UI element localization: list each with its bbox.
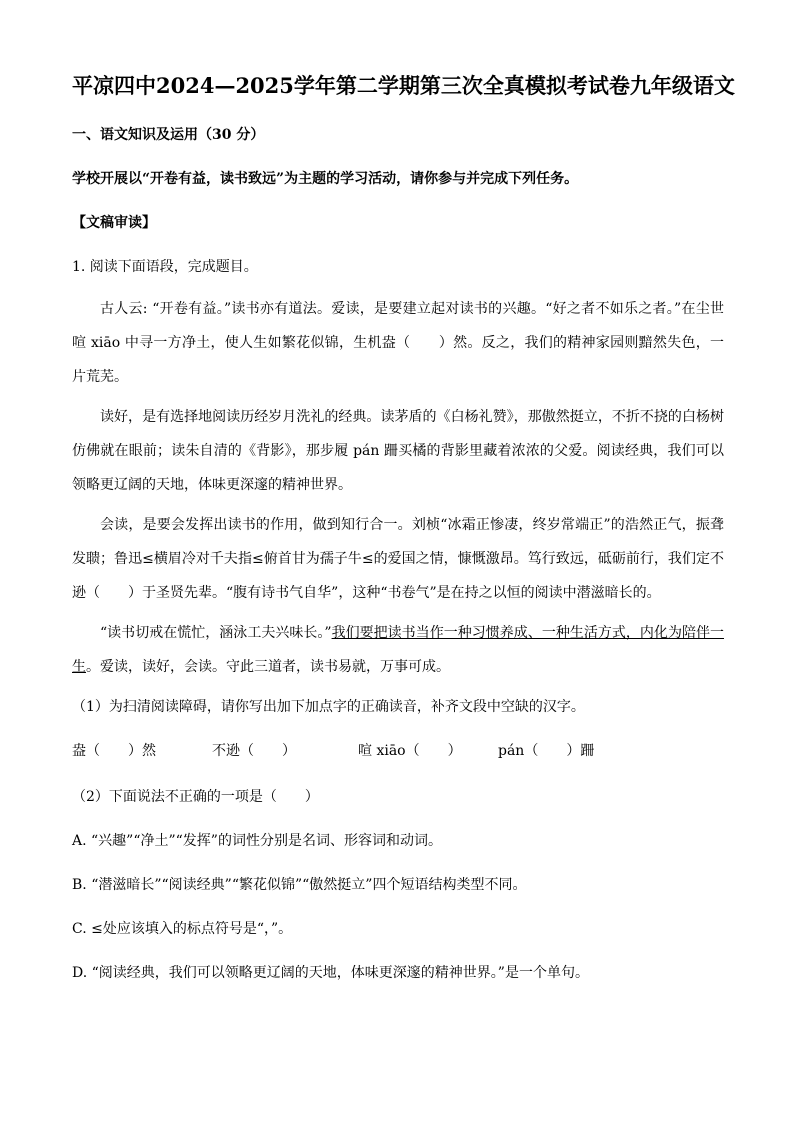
fill-blank-item: 盎（ ）然 [72,743,156,759]
subsection-heading: 【文稿审读】 [72,215,156,231]
exam-title: 平凉四中2024—2025学年第二学期第三次全真模拟考试卷九年级语文 [72,73,735,98]
question-1-stem: 1. 阅读下面语段，完成题目。 [72,259,258,275]
fill-blank-item: 喧 xiāo（ ） [358,743,462,759]
question-1-1: （1）为扫清阅读障碍，请你写出加下加点字的正确读音，补齐文段中空缺的汉字。 [72,699,585,715]
underlined-sentence: 我们要把读书当作一种习惯养成、一种生活方式，内化为陪伴一生 [72,625,724,675]
option-d: D. “阅读经典，我们可以领略更辽阔的天地，体味更深邃的精神世界。”是一个单句。 [72,965,589,981]
passage-paragraph-4 [72,616,724,684]
section-heading: 一、语文知识及运用（30 分） [72,127,265,143]
fill-blank-item: pán（ ）跚 [498,743,595,759]
passage-p4-end: 。爱读，读好，会读。守此三道者，读书易就，万事可成。 [86,659,450,675]
option-c: C. ≤处应该填入的标点符号是“，”。 [72,921,293,937]
passage-paragraph-1: 古人云: “开卷有益。”读书亦有道法。爱读，是要建立起对读书的兴趣。“好之者不如乐之者。”在尘世喧 xiāo 中寻一方净土，使人生如繁花似锦，生机盎（ ）然。反之，我们的精神家园则黯然失色，一片荒芜。 [72,301,724,385]
task-intro: 学校开展以“开卷有益，读书致远”为主题的学习活动，请你参与并完成下列任务。 [72,171,579,187]
passage-paragraph-2: 读好，是有选择地阅读历经岁月洗礼的经典。读茅盾的《白杨礼赞》，那傲然挺立，不折不挠的白杨树仿佛就在眼前；读朱自清的《背影》，那步履 pán 跚买橘的背影里藏着浓浓的父爱。阅读经典，我们可以领略更辽阔的天地，体味更深邃的精神世界。 [72,409,724,493]
fill-blank-item: 不逊（ ） [212,743,296,759]
option-b: B. “潜滋暗长”“阅读经典”“繁花似锦”“傲然挺立”四个短语结构类型不同。 [72,877,527,893]
question-1-2: （2）下面说法不正确的一项是（ ） [72,789,319,805]
fill-blank-row [72,740,728,762]
passage-paragraph-3: 会读，是要会发挥出读书的作用，做到知行合一。刘桢“冰霜正惨凄，终岁常端正”的浩然正气，振聋发聩；鲁迅≤横眉冷对千夫指≤俯首甘为孺子牛≤的爱国之情，慷慨激昂。笃行致远，砥砺前行，我们定不逊（ ）于圣贤先辈。“腹有诗书气自华”，这种“书卷气”是在持之以恒的阅读中潜滋暗长的。 [72,517,724,601]
option-a: A. “兴趣”“净土”“发挥”的词性分别是名词、形容词和动词。 [72,833,442,849]
passage-p4-start: “读书切戒在慌忙，涵泳工夫兴味长。” [100,625,332,641]
